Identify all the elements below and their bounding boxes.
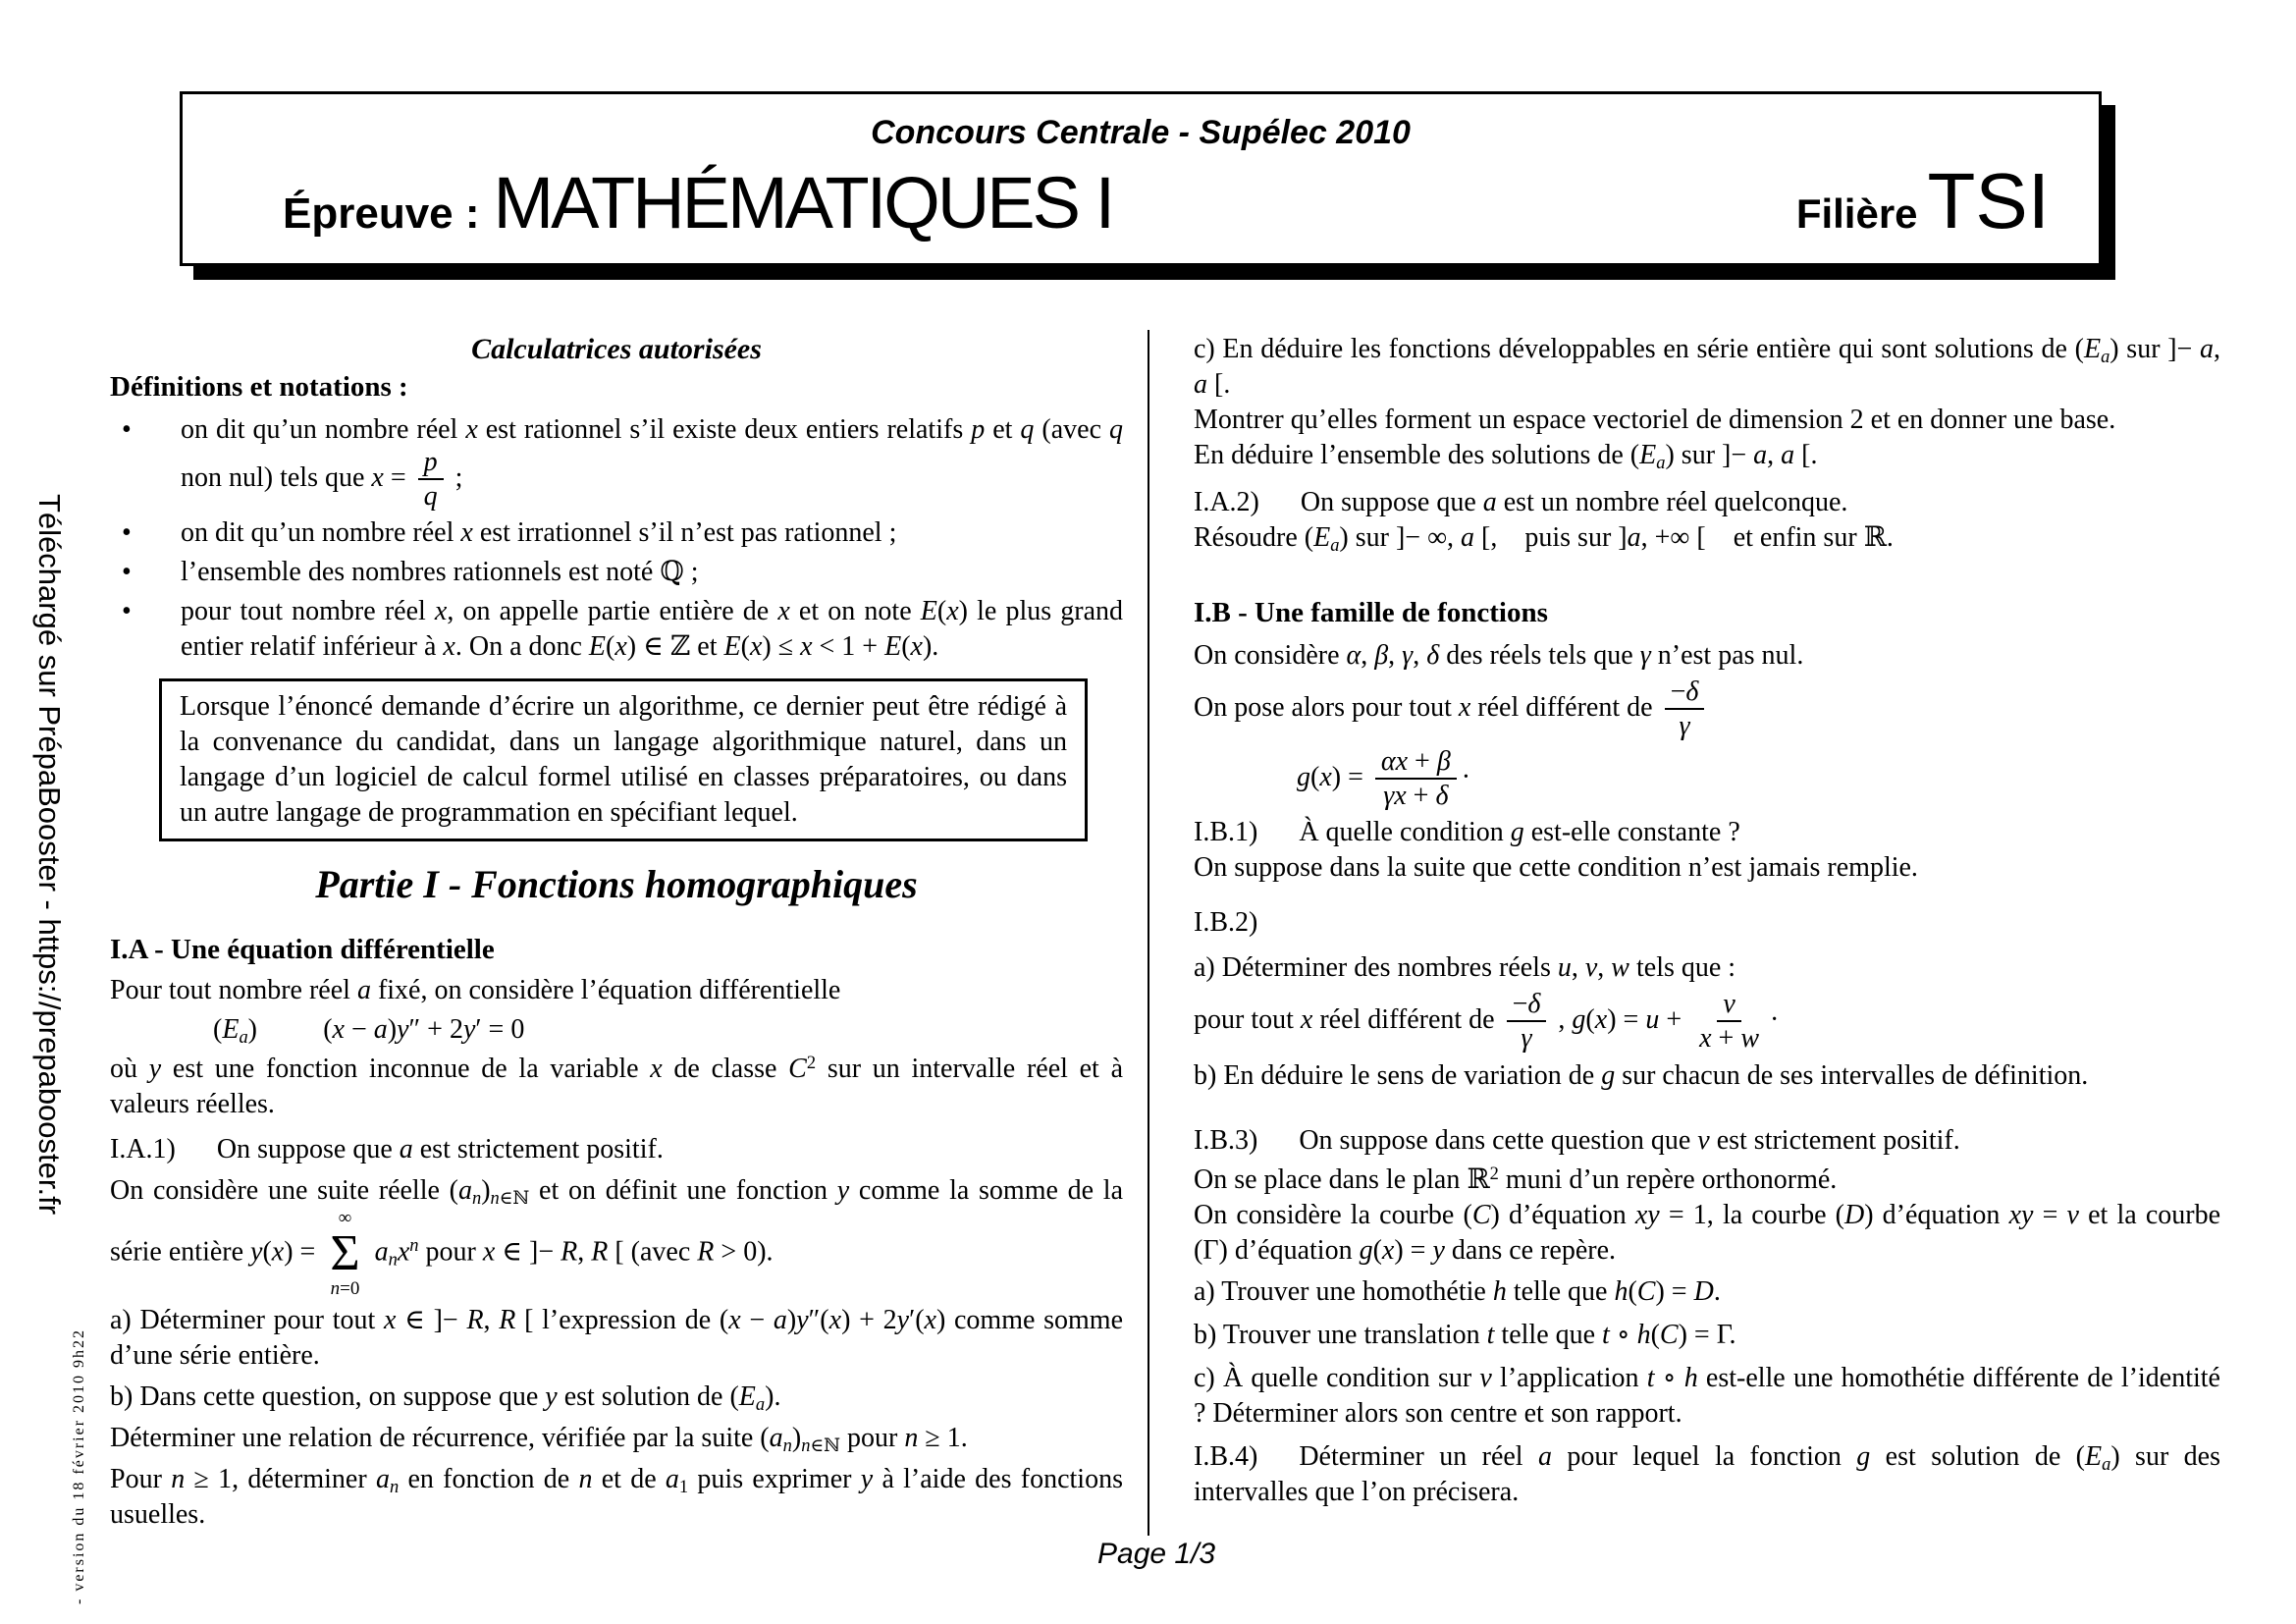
right-column: [1194, 332, 2220, 1510]
question-ia2: I.A.2) On suppose que a est un nombre réel quelconque.: [1194, 487, 1848, 517]
ib3-c: c) À quelle condition sur v l’application t ∘ h est-elle une homothétie différente de l’identité ? Déterminer alors son centre et son rapport.: [1194, 1363, 2220, 1430]
column-divider: [1148, 330, 1149, 1536]
filiere-value: TSI: [1927, 157, 2050, 244]
contest-title: Concours Centrale - Supélec 2010: [871, 114, 1411, 151]
ia1-a: a) Déterminer pour tout x ∈ ]− R, R [ l’expression de (x − a)y″(x) + 2y′(x) comme somme d’une série entière.: [110, 1304, 1124, 1371]
ib-g-equation: g(x) = $\frac{\alpha x + \beta}{\gamma x + \delta}$ ·: [1297, 745, 1471, 812]
ib1-suite: On suppose dans la suite que cette condition n’est jamais remplie.: [1194, 851, 1918, 883]
ib3-plan: On se place dans le plan ℝ$^2$ muni d’un repère orthonormé.: [1194, 1164, 1838, 1196]
ia1-series-definition: On considère une suite réelle $(a_n)_{n\in ℕ}$ et on définit une fonction y comme la somme de la série entière y(x) = ∞ Σ n=0 $a_nx^n$ pour x ∈ ]− R, R [ (avec R > 0).: [110, 1174, 1123, 1299]
ia1-c-montrer: Montrer qu’elles forment un espace vectoriel de dimension 2 et en donner une base.: [1194, 405, 2116, 435]
question-ib2: I.B.2): [1194, 906, 1258, 938]
ib3-a: a) Trouver une homothétie h telle que h(C) = D.: [1194, 1276, 1721, 1308]
definitions-heading: Définitions et notations :: [110, 371, 408, 403]
ia1-b-recurrence: Déterminer une relation de récurrence, vérifiée par la suite $(a_n)_{n\in ℕ}$ pour n ≥ 1.: [110, 1422, 968, 1455]
epreuve-label: Épreuve :: [283, 189, 480, 238]
ib3-courbes: On considère la courbe (C) d’équation xy = 1, la courbe (D) d’équation xy = v et la courbe (Γ) d’équation g(x) = y dans ce repère.: [1194, 1200, 2220, 1267]
bullet-rational: • on dit qu’un nombre réel x est rationnel s’il existe deux entiers relatifs p et q (avec q non nul) tels que x = $\frac{p}{q}$ ;: [110, 412, 1123, 512]
ib2-a: a) Déterminer des nombres réels u, v, w tels que :: [1194, 951, 1736, 983]
question-ib1: I.B.1) À quelle condition g est-elle constante ?: [1194, 816, 1740, 847]
question-ia1: I.A.1) On suppose que a est strictement positif.: [110, 1133, 664, 1164]
bullet-rationals-notation: • l’ensemble des nombres rationnels est noté ℚ ;: [110, 555, 1123, 590]
ia1-c-ensemble: En déduire l’ensemble des solutions de $(E_a)$ sur ]− a, a [.: [1194, 440, 1818, 473]
section-ia-heading: I.A - Une équation différentielle: [110, 933, 495, 965]
ia1-b: b) Dans cette question, on suppose que y est solution de $(E_a)$.: [110, 1380, 781, 1414]
filiere-label: Filière: [1795, 190, 1918, 237]
equation-ea: $(E_a) (x - a)y'' + 2y' = 0$: [213, 1013, 525, 1047]
version-note: - version du 18 février 2010 9h22: [71, 1327, 87, 1604]
ib-intro: On considère α, β, γ, δ des réels tels que γ n’est pas nul.: [1194, 640, 1804, 671]
algorithm-notice-box: Lorsque l’énoncé demande d’écrire un algorithme, ce dernier peut être rédigé à la convenance du candidat, dans un langage algorithmique naturel, dans un langage d’un logiciel de calcul formel utilisé en classes préparatoires, ou dans un autre langage de programmation en spécifiant lequel.: [159, 678, 1088, 841]
ib3-b: b) Trouver une translation t telle que t ∘ h(C) = Γ.: [1194, 1320, 1736, 1351]
ia1-c: c) En déduire les fonctions développables en série entière qui sont solutions de $(E_a)$ sur ]− a, a [.: [1194, 334, 2221, 400]
header-title-row: [183, 156, 2099, 246]
bullet-integer-part: • pour tout nombre réel x, on appelle partie entière de x et on note E(x) le plus grand entier relatif inférieur à x. On a donc E(x) ∈ ℤ et E(x) ≤ x < 1 + E(x).: [110, 594, 1123, 665]
ia-where-clause: où y est une fonction inconnue de la variable x de classe $C^2$ sur un intervalle réel et à valeurs réelles.: [110, 1052, 1123, 1119]
question-ib4: I.B.4) Déterminer un réel a pour lequel la fonction g est solution de $(E_a)$ sur des intervalles que l’on précisera.: [1194, 1441, 2221, 1508]
page-indicator: Page 1/3: [1097, 1538, 1216, 1570]
left-column: [110, 332, 1123, 1533]
ia1-b-expression: Pour n ≥ 1, déterminer $a_n$ en fonction de n et de $a_1$ puis exprimer y à l’aide des fonctions usuelles.: [110, 1463, 1123, 1530]
side-watermark: Téléchargé sur PrépaBooster - https://prepabooster.fr: [32, 494, 67, 1216]
ia-intro: Pour tout nombre réel a fixé, on considère l’équation différentielle: [110, 974, 841, 1005]
ib-pose: On pose alors pour tout x réel différent de $\frac{-\delta}{\gamma}$: [1194, 677, 2220, 741]
ib2-a-equation: pour tout x réel différent de $\frac{-\delta}{\gamma}$ , g(x) = u + $\frac{v}{x + w}$ ·: [1194, 988, 1780, 1054]
header-box: [180, 91, 2102, 266]
section-ib-heading: I.B - Une famille de fonctions: [1194, 597, 1548, 628]
question-ib3: I.B.3) On suppose dans cette question que v est strictement positif.: [1194, 1125, 1960, 1157]
bullet-irrational: • on dit qu’un nombre réel x est irrationnel s’il n’est pas rationnel ;: [110, 515, 1123, 551]
ia2-resoudre: Résoudre $(E_a)$ sur ]− ∞, a [, puis sur ]a, +∞ [ et enfin sur ℝ.: [1194, 522, 1894, 556]
subject-title: MATHÉMATIQUES I: [493, 162, 1113, 244]
ib2-b: b) En déduire le sens de variation de g sur chacun de ses intervalles de définition.: [1194, 1060, 2089, 1092]
calculators-notice: Calculatrices autorisées: [471, 333, 762, 365]
part-one-title: Partie I - Fonctions homographiques: [315, 861, 918, 906]
